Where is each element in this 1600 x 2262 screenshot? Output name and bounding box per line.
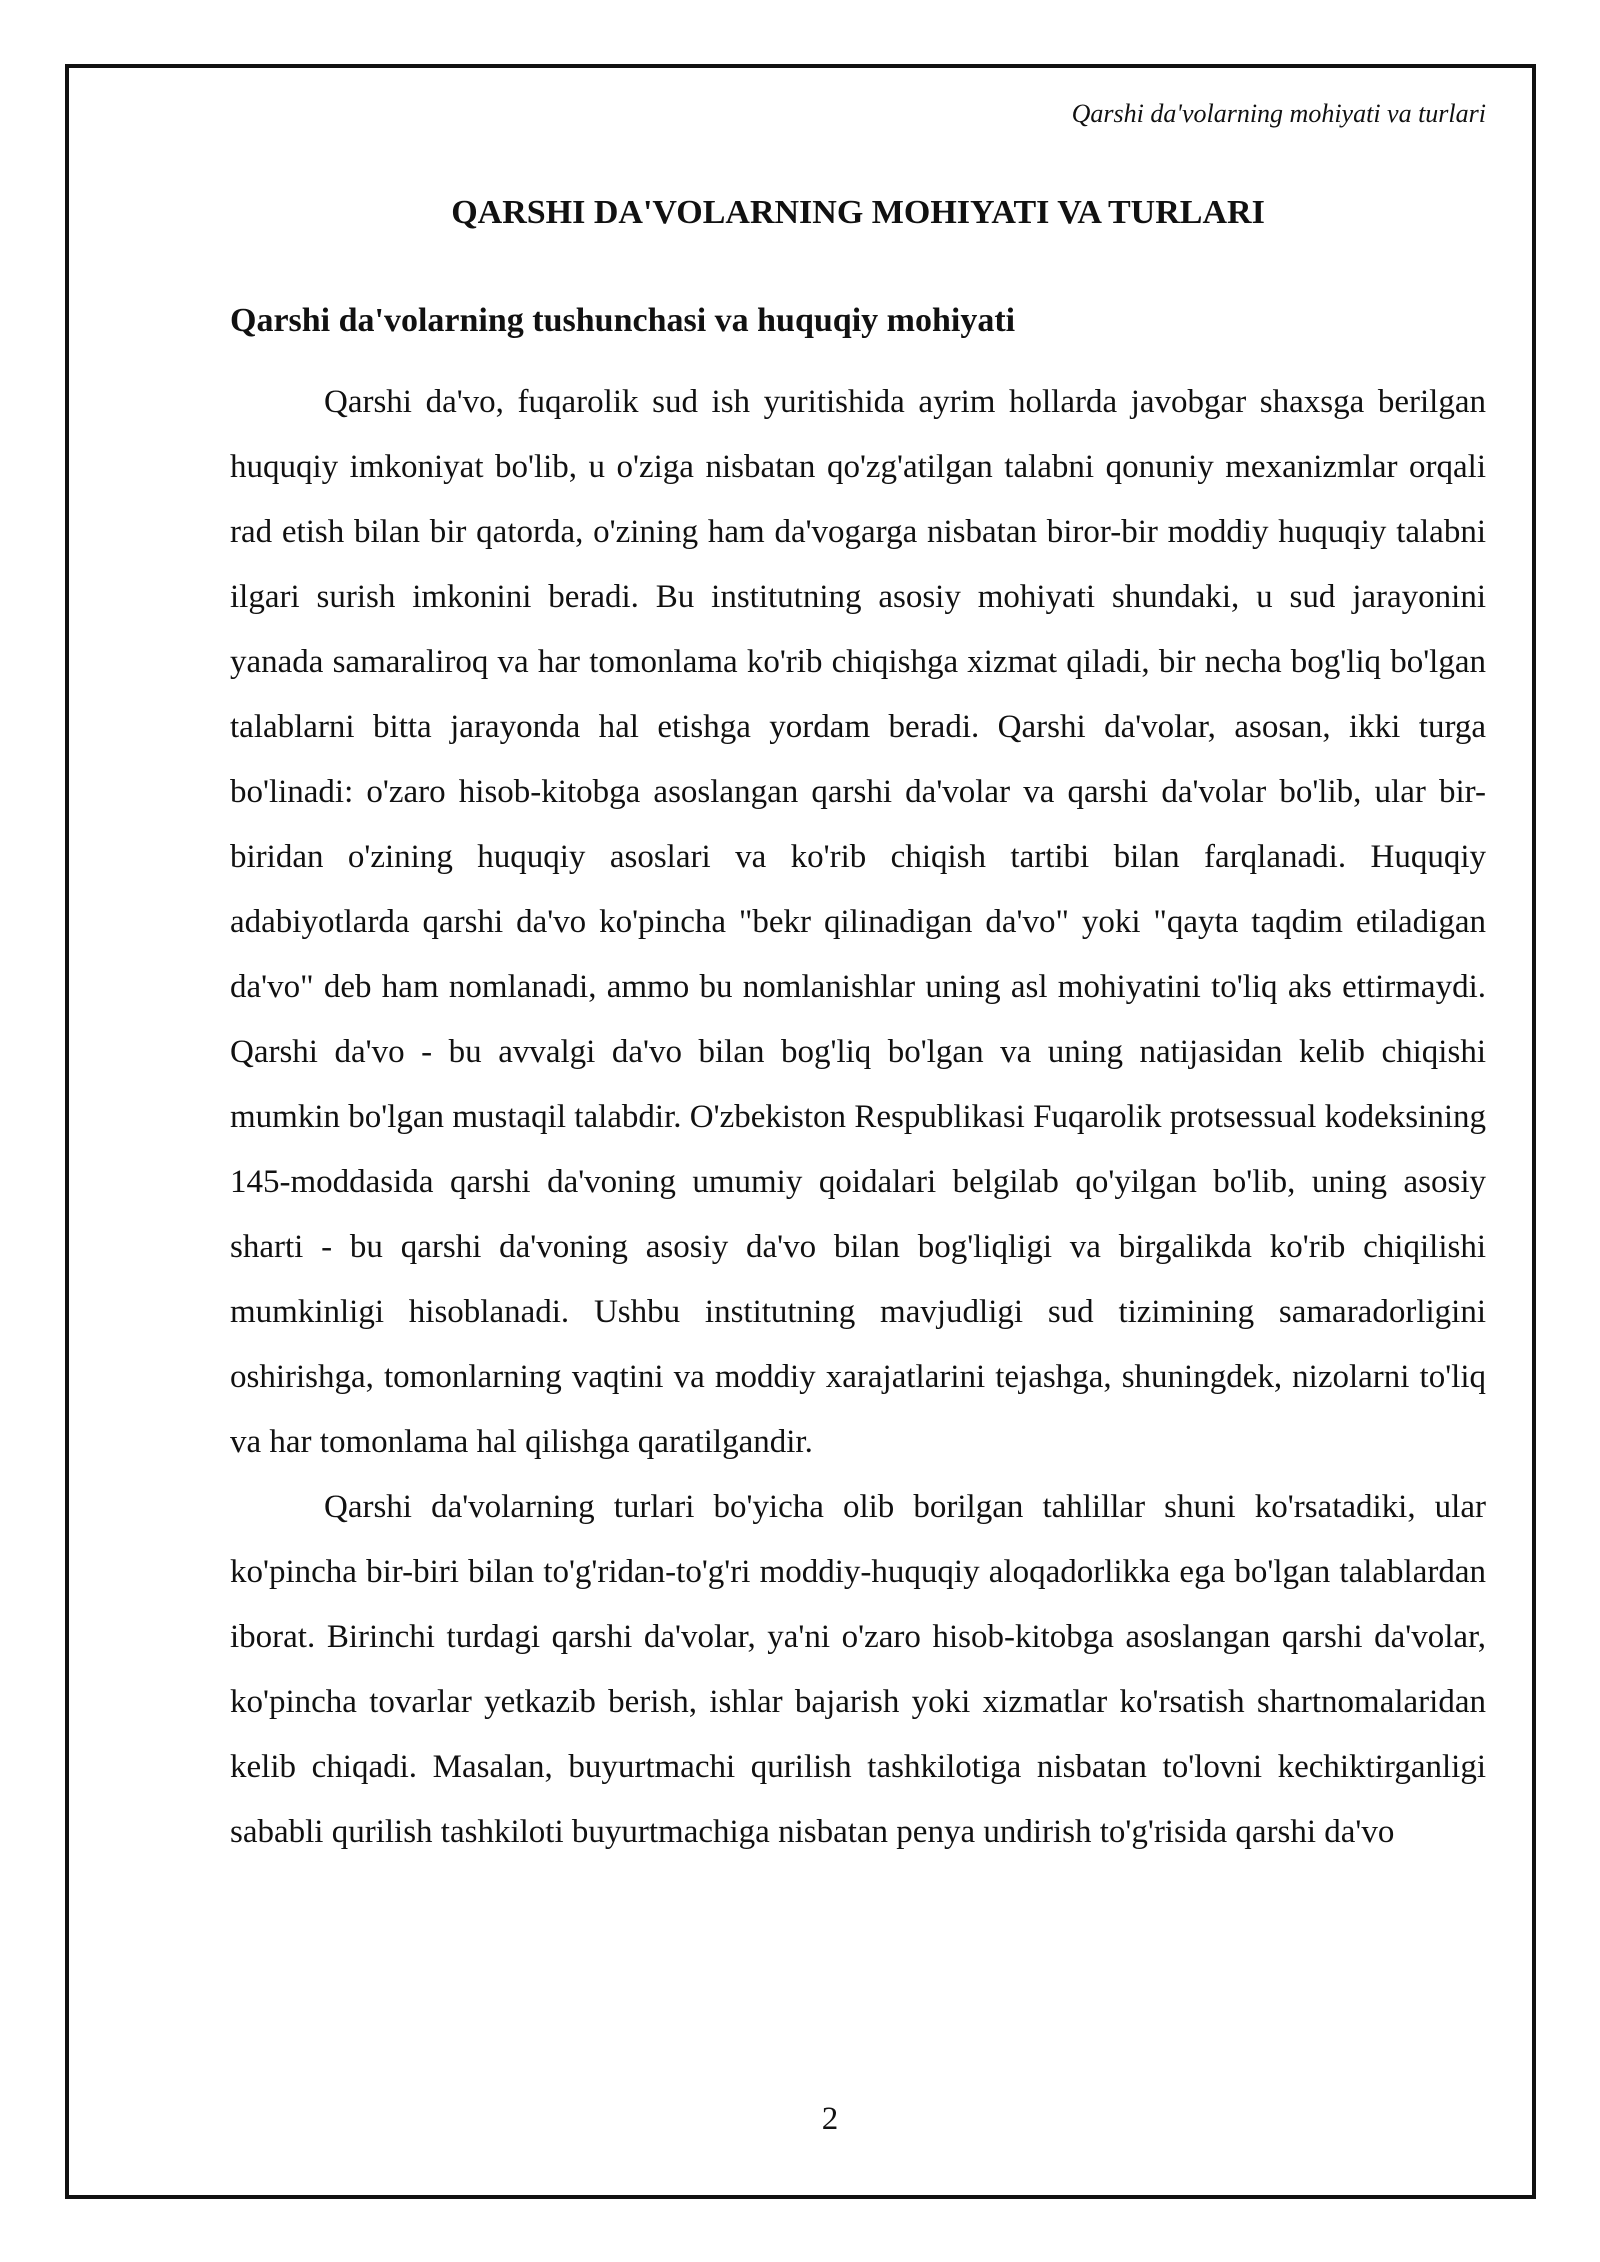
paragraph-1: Qarshi da'vo, fuqarolik sud ish yuritishida ayrim hollarda javobgar shaxsga berilgan huquqiy imkoniyat bo'lib, u o'ziga nisbatan qo'zg'atilgan talabni qonuniy mexanizmlar orqali rad etish bilan bir qatorda, o'zining ham da'vogarga nisbatan biror-bir moddiy huquqiy talabni ilgari surish imkonini beradi. Bu institutning asosiy mohiyati shundaki, u sud jarayonini yanada samaraliroq va har tomonlama ko'rib chiqishga xizmat qiladi, bir necha bog'liq bo'lgan talablarni bitta jarayonda hal etishga yordam beradi. Qarshi da'volar, asosan, ikki turga bo'linadi: o'zaro hisob-kitobga asoslangan qarshi da'volar va qarshi da'volar bo'lib, ular bir-biridan o'zining huquqiy asoslari va ko'rib chiqish tartibi bilan farqlanadi. Huquqiy adabiyotlarda qarshi da'vo ko'pincha "bekr qilinadigan da'vo" yoki "qayta taqdim etiladigan da'vo" deb ham nomlanadi, ammo bu nomlanishlar uning asl mohiyatini to'liq aks ettirmaydi. Qarshi da'vo - bu avvalgi da'vo bilan bog'liq bo'lgan va uning natijasidan kelib chiqishi mumkin bo'lgan mustaqil talabdir. O'zbekiston Respublikasi Fuqarolik protsessual kodeksining 145-moddasida qarshi da'voning umumiy qoidalari belgilab qo'yilgan bo'lib, uning asosiy sharti - bu qarshi da'voning asosiy da'vo bilan bog'liqligi va birgalikda ko'rib chiqilishi mumkinligi hisoblanadi. Ushbu institutning mavjudligi sud tizimining samaradorligini oshirishga, tomonlarning vaqtini va moddiy xarajatlarini tejashga, shuningdek, nizolarni to'liq va har tomonlama hal qilishga qaratilgandir. <box>230 384 1486 1460</box>
paragraph-2: Qarshi da'volarning turlari bo'yicha olib borilgan tahlillar shuni ko'rsatadiki, ular ko'pincha bir-biri bilan to'g'ridan-to'g'ri moddiy-huquqiy aloqadorlikka ega bo'lgan talablardan iborat. Birinchi turdagi qarshi da'volar, ya'ni o'zaro hisob-kitobga asoslangan qarshi da'volar, ko'pincha tovarlar yetkazib berish, ishlar bajarish yoki xizmatlar ko'rsatish shartnomalaridan kelib chiqadi. Masalan, buyurtmachi qurilish tashkilotiga nisbatan to'lovni kechiktirganligi sababli qurilish tashkiloti buyurtmachiga nisbatan penya undirish to'g'risida qarshi da'vo <box>230 1489 1486 1850</box>
document-title: QARSHI DA'VOLARNING MOHIYATI VA TURLARI <box>451 194 1265 231</box>
body-text <box>230 370 1486 1865</box>
page-number: 2 <box>821 2101 839 2137</box>
running-header: Qarshi da'volarning mohiyati va turlari <box>1071 99 1486 128</box>
section-heading: Qarshi da'volarning tushunchasi va huquqiy mohiyati <box>230 302 1016 339</box>
